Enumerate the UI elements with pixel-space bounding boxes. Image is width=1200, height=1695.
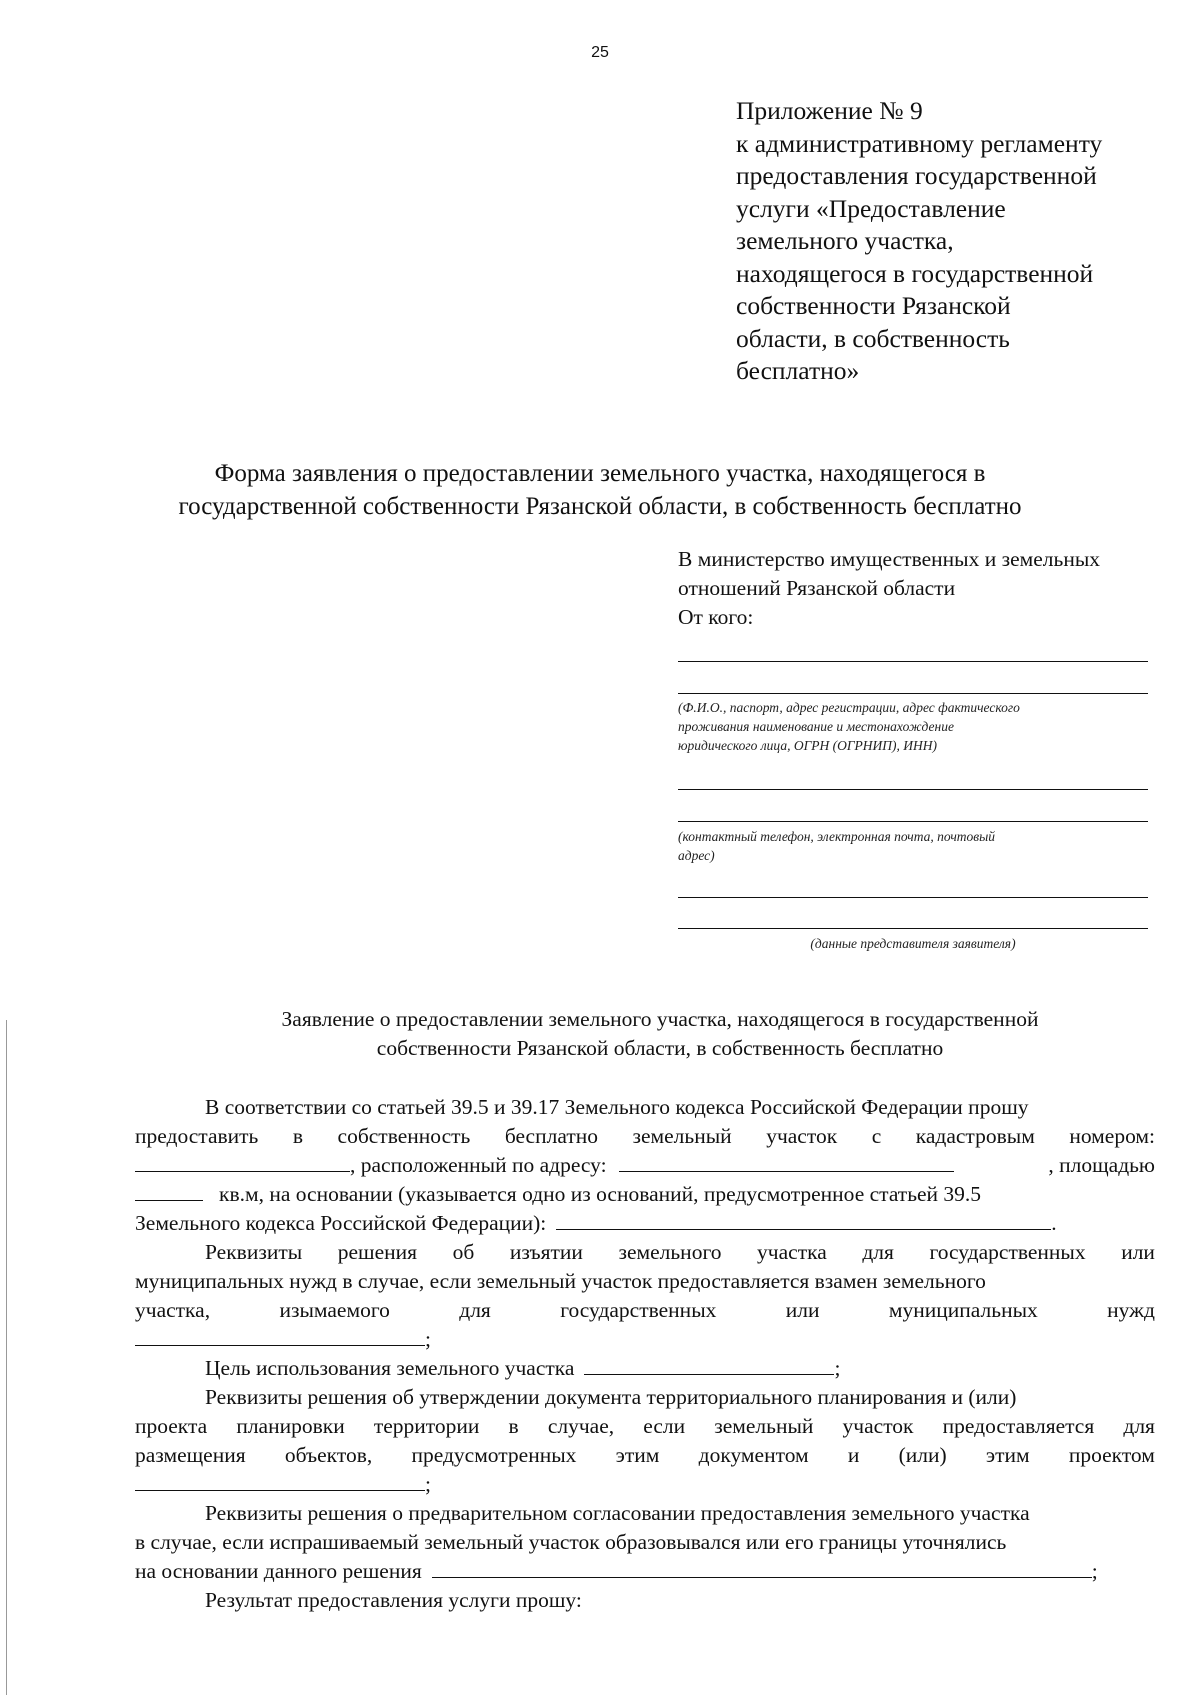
appendix-line: собственности Рязанской bbox=[736, 291, 1011, 320]
text-line bbox=[135, 1122, 1155, 1151]
area-field[interactable] bbox=[135, 1180, 203, 1201]
text-line bbox=[135, 1238, 1155, 1267]
word: решения bbox=[337, 1240, 418, 1264]
appendix-line: предоставления государственной bbox=[736, 161, 1097, 190]
text-line bbox=[135, 1296, 1155, 1325]
seizure-decision-field[interactable] bbox=[135, 1325, 425, 1346]
word: проекта bbox=[135, 1414, 208, 1438]
appendix-header bbox=[736, 95, 1176, 388]
text-line bbox=[135, 1267, 1155, 1296]
word: предоставляется bbox=[942, 1414, 1095, 1438]
text-segment: на основании данного решения bbox=[135, 1559, 422, 1583]
form-title-line: Форма заявления о предоставлении земельного участка, находящегося в bbox=[214, 460, 986, 487]
appendix-line: бесплатно» bbox=[736, 356, 860, 385]
cadastral-number-field[interactable] bbox=[135, 1151, 350, 1172]
text-segment: муниципальных нужд в случае, если земельный участок предоставляется взамен земельного bbox=[135, 1269, 986, 1293]
text-segment: В соответствии со статьей 39.5 и 39.17 Земельного кодекса Российской Федерации прошу bbox=[205, 1095, 1029, 1119]
text-line bbox=[135, 1209, 1155, 1238]
text-segment: в случае, если испрашиваемый земельный участок образовывался или его границы уточнялись bbox=[135, 1530, 1007, 1554]
text-segment: ; bbox=[834, 1356, 841, 1380]
word: планировки bbox=[236, 1414, 345, 1438]
contact-field-line[interactable] bbox=[678, 821, 1148, 822]
appendix-line: к административному регламенту bbox=[736, 128, 1103, 158]
text-line bbox=[135, 1151, 1155, 1180]
page-number: 25 bbox=[591, 44, 609, 61]
hint-line: (контактный телефон, электронная почта, почтовый bbox=[678, 829, 996, 844]
word: изымаемого bbox=[279, 1298, 390, 1322]
appendix-line: находящегося в государственной bbox=[736, 258, 1094, 288]
text-line bbox=[135, 1528, 1155, 1557]
word: государственных bbox=[560, 1298, 717, 1322]
word: об bbox=[452, 1240, 475, 1264]
word: бесплатно bbox=[504, 1124, 598, 1148]
statement-title-line: собственности Рязанской области, в собственность бесплатно bbox=[376, 1036, 944, 1060]
appendix-line: области, в собственность bbox=[736, 323, 1010, 353]
word: земельного bbox=[618, 1240, 722, 1264]
text-line bbox=[135, 1412, 1155, 1441]
text-segment: Земельного кодекса Российской Федерации): bbox=[135, 1211, 547, 1235]
statement-body bbox=[135, 1093, 1155, 1615]
word: с bbox=[871, 1124, 882, 1148]
text-segment: Цель использования земельного участка bbox=[205, 1356, 575, 1380]
word: и bbox=[847, 1443, 860, 1467]
word: участка, bbox=[135, 1298, 211, 1322]
text-line bbox=[135, 1093, 1155, 1122]
preliminary-approval-field[interactable] bbox=[432, 1557, 1092, 1578]
hint-line: (Ф.И.О., паспорт, адрес регистрации, адрес фактического bbox=[678, 700, 1020, 715]
appendix-line: земельного участка, bbox=[736, 226, 954, 255]
word: земельный bbox=[714, 1414, 814, 1438]
text-line bbox=[135, 1499, 1155, 1528]
text-segment: Реквизиты решения об утверждении документа территориального планирования и (или) bbox=[205, 1385, 1017, 1409]
word: участка bbox=[757, 1240, 827, 1264]
word: изъятии bbox=[509, 1240, 583, 1264]
form-title-line: государственной собственности Рязанской области, в собственность бесплатно bbox=[178, 493, 1022, 520]
word: для bbox=[459, 1298, 491, 1322]
addressee-line: В министерство имущественных и земельных bbox=[678, 547, 1101, 571]
representative-field-line[interactable] bbox=[678, 928, 1148, 929]
word: этим bbox=[615, 1443, 660, 1467]
word: нужд bbox=[1107, 1298, 1155, 1322]
word: участок bbox=[842, 1414, 914, 1438]
appendix-line: услуги «Предоставление bbox=[736, 193, 1006, 223]
word: в bbox=[508, 1414, 519, 1438]
word: для bbox=[862, 1240, 894, 1264]
planning-document-field[interactable] bbox=[135, 1470, 425, 1491]
address-field[interactable] bbox=[619, 1151, 954, 1172]
word: земельный bbox=[632, 1124, 732, 1148]
applicant-hint bbox=[678, 698, 1158, 755]
word: Реквизиты bbox=[205, 1240, 303, 1264]
text-segment: ; bbox=[425, 1327, 431, 1351]
word: муниципальных bbox=[888, 1298, 1038, 1322]
addressee-block bbox=[678, 545, 1158, 632]
text-segment: Реквизиты решения о предварительном согласовании предоставления земельного участка bbox=[205, 1501, 1030, 1525]
text-line bbox=[135, 1354, 1155, 1383]
basis-field[interactable] bbox=[556, 1209, 1051, 1230]
representative-hint bbox=[678, 934, 1148, 953]
word: (или) bbox=[898, 1443, 947, 1467]
word: участок bbox=[766, 1124, 838, 1148]
contacts-hint bbox=[678, 827, 1158, 865]
word: если bbox=[643, 1414, 686, 1438]
word: проектом bbox=[1068, 1443, 1155, 1467]
text-segment: . bbox=[1051, 1211, 1057, 1235]
text-segment: кв.м, на основании (указывается одно из оснований, предусмотренное статьей 39.5 bbox=[219, 1182, 982, 1206]
land-use-purpose-field[interactable] bbox=[584, 1354, 834, 1375]
hint-line: (данные представителя заявителя) bbox=[810, 936, 1016, 951]
word: предоставить bbox=[135, 1124, 259, 1148]
word: предусмотренных bbox=[411, 1443, 577, 1467]
word: или bbox=[1121, 1240, 1155, 1264]
statement-title-line: Заявление о предоставлении земельного участка, находящегося в государственной bbox=[281, 1007, 1039, 1031]
text-segment: ; bbox=[1091, 1559, 1098, 1583]
text-segment: , площадью bbox=[1048, 1153, 1155, 1177]
word: государственных bbox=[929, 1240, 1086, 1264]
word: объектов, bbox=[284, 1443, 373, 1467]
scan-edge bbox=[6, 1020, 7, 1695]
word: кадастровым bbox=[915, 1124, 1035, 1148]
form-title bbox=[60, 457, 1140, 523]
representative-field-line[interactable] bbox=[678, 897, 1148, 898]
addressee-line: отношений Рязанской области bbox=[678, 576, 956, 600]
text-segment: ; bbox=[425, 1472, 431, 1496]
hint-line: адрес) bbox=[678, 848, 715, 863]
word: номером: bbox=[1069, 1124, 1155, 1148]
word: этим bbox=[985, 1443, 1030, 1467]
text-line bbox=[135, 1180, 1155, 1209]
from-label: От кого: bbox=[678, 605, 754, 629]
text-segment: , расположенный по адресу: bbox=[350, 1153, 607, 1177]
applicant-field-line[interactable] bbox=[678, 693, 1148, 694]
contact-field-line[interactable] bbox=[678, 789, 1148, 790]
word: случае, bbox=[547, 1414, 615, 1438]
word: собственность bbox=[337, 1124, 471, 1148]
text-line bbox=[135, 1441, 1155, 1470]
hint-line: юридического лица, ОГРН (ОГРНИП), ИНН) bbox=[678, 738, 938, 753]
hint-line: проживания наименование и местонахождение bbox=[678, 719, 954, 734]
text-line bbox=[135, 1470, 1155, 1499]
appendix-line: Приложение № 9 bbox=[736, 96, 923, 125]
word: размещения bbox=[135, 1443, 246, 1467]
word: в bbox=[292, 1124, 304, 1148]
statement-title bbox=[120, 1005, 1200, 1063]
text-line bbox=[135, 1557, 1155, 1586]
text-segment: Результат предоставления услуги прошу: bbox=[205, 1588, 582, 1612]
text-line bbox=[135, 1325, 1155, 1354]
text-line bbox=[135, 1383, 1155, 1412]
word: или bbox=[785, 1298, 820, 1322]
word: для bbox=[1123, 1414, 1155, 1438]
text-line bbox=[135, 1586, 1155, 1615]
word: территории bbox=[373, 1414, 480, 1438]
word: документом bbox=[698, 1443, 809, 1467]
applicant-field-line[interactable] bbox=[678, 661, 1148, 662]
